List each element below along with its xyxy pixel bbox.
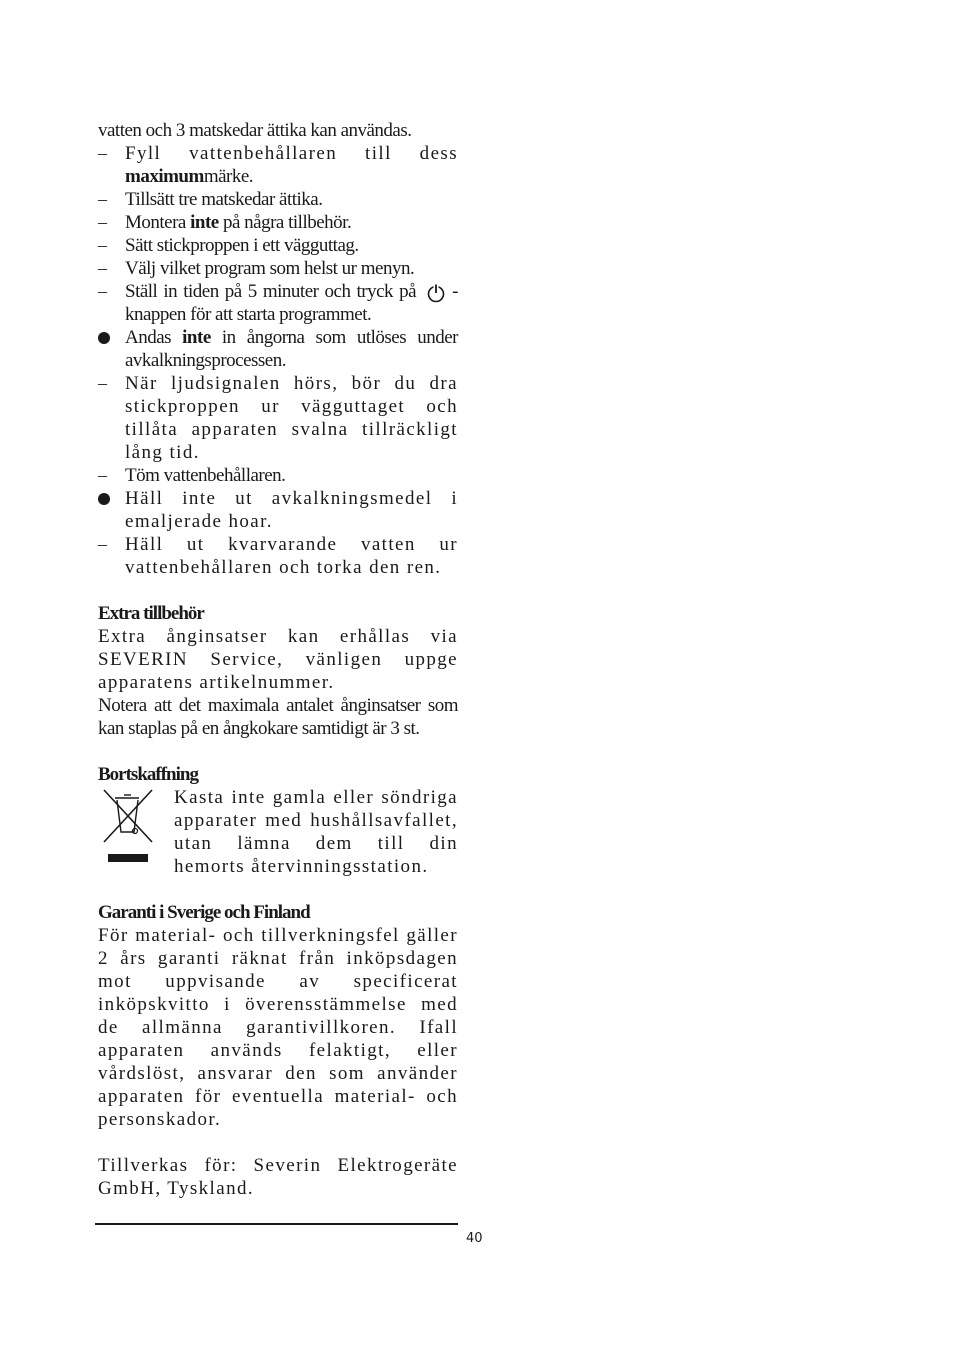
step-text: Andas (125, 327, 183, 348)
step-text: När ljudsignalen hörs, bör du dra stickproppen ur vägguttaget och tillåta apparaten svalna tillräckligt lång tid. (125, 373, 458, 463)
step-text: Fyll vattenbehållaren till dess (125, 143, 458, 164)
power-button-icon (426, 283, 446, 303)
list-item (98, 234, 458, 257)
step-text: Tillsätt tre matskedar ättika. (125, 189, 323, 210)
list-item (98, 188, 458, 211)
step-text: Montera (125, 212, 191, 233)
list-item (98, 464, 458, 487)
step-text-end: märke. (203, 166, 254, 187)
bullet-marker (98, 487, 118, 511)
step-text: Töm vattenbehållaren. (125, 465, 286, 486)
dash-marker: – (98, 281, 107, 301)
paragraph: För material- och tillverkningsfel gäller 2 års garanti räknat från inköpsdagen mot uppvisande av specificerat inköpskvitto i överensstämmelse med de allmänna garantivillkoren. Ifall apparaten används felaktigt, eller vårdslöst, ansvarar den som använder apparaten för eventuella material- och personskador. (98, 925, 458, 1130)
step-text-end: på några tillbehör. (218, 212, 352, 233)
page-number: 40 (466, 1231, 483, 1246)
text-column (98, 119, 458, 1200)
step-text-end: in ångorna som utlöses under avkalkningsprocessen. (125, 327, 458, 371)
crossed-out-wheelie-bin-icon (98, 786, 158, 876)
step-text: Häll inte ut avkalkningsmedel i emaljerade hoar. (125, 488, 458, 532)
list-item (98, 487, 458, 533)
dash-marker: – (98, 534, 109, 554)
list-item (98, 280, 458, 326)
step-text: Ställ in tiden på 5 minuter och tryck på (125, 281, 417, 302)
disposal-icon-wrap (98, 786, 174, 878)
section-heading-extra: Extra tillbehör (98, 603, 204, 624)
list-item (98, 211, 458, 234)
step-bold: inte (190, 212, 219, 233)
step-bold: maximum (125, 166, 204, 187)
list-item (98, 533, 458, 579)
list-item (98, 142, 458, 188)
list-item (98, 372, 458, 464)
list-item (98, 257, 458, 280)
bullet-marker (98, 326, 118, 350)
manufacturer-line: Tillverkas för: Severin Elektrogeräte GmbH, Tyskland. (98, 1155, 458, 1199)
disposal-block (98, 786, 458, 878)
step-text: Häll ut kvarvarande vatten ur vattenbehållaren och torka den ren. (125, 534, 458, 578)
dash-marker: – (98, 465, 107, 485)
intro-line: vatten och 3 matskedar ättika kan användas. (98, 120, 412, 141)
paragraph: Extra ånginsatser kan erhållas via SEVERIN Service, vänligen uppge apparatens artikelnummer. (98, 626, 458, 693)
footer-rule (95, 1223, 458, 1225)
list-item (98, 326, 458, 372)
dash-marker: – (98, 212, 107, 232)
dash-marker: – (98, 373, 109, 393)
dash-marker: – (98, 258, 107, 278)
step-text: Sätt stickproppen i ett vägguttag. (125, 235, 359, 256)
section-heading-disposal: Bortskaffning (98, 764, 198, 785)
step-text-end: -knappen för att starta programmet. (125, 281, 458, 325)
dash-marker: – (98, 189, 107, 209)
disposal-text: Kasta inte gamla eller söndriga apparater med hushållsavfallet, utan lämna dem till din hemorts återvinningsstation. (174, 787, 458, 877)
step-bold: inte (182, 327, 211, 348)
dash-marker: – (98, 143, 107, 163)
dash-marker: – (98, 235, 107, 255)
step-text: Välj vilket program som helst ur menyn. (125, 258, 415, 279)
section-heading-warranty: Garanti i Sverige och Finland (98, 902, 310, 923)
paragraph: Notera att det maximala antalet ånginsatser som kan staplas på en ångkokare samtidigt är 3 st. (98, 695, 458, 739)
